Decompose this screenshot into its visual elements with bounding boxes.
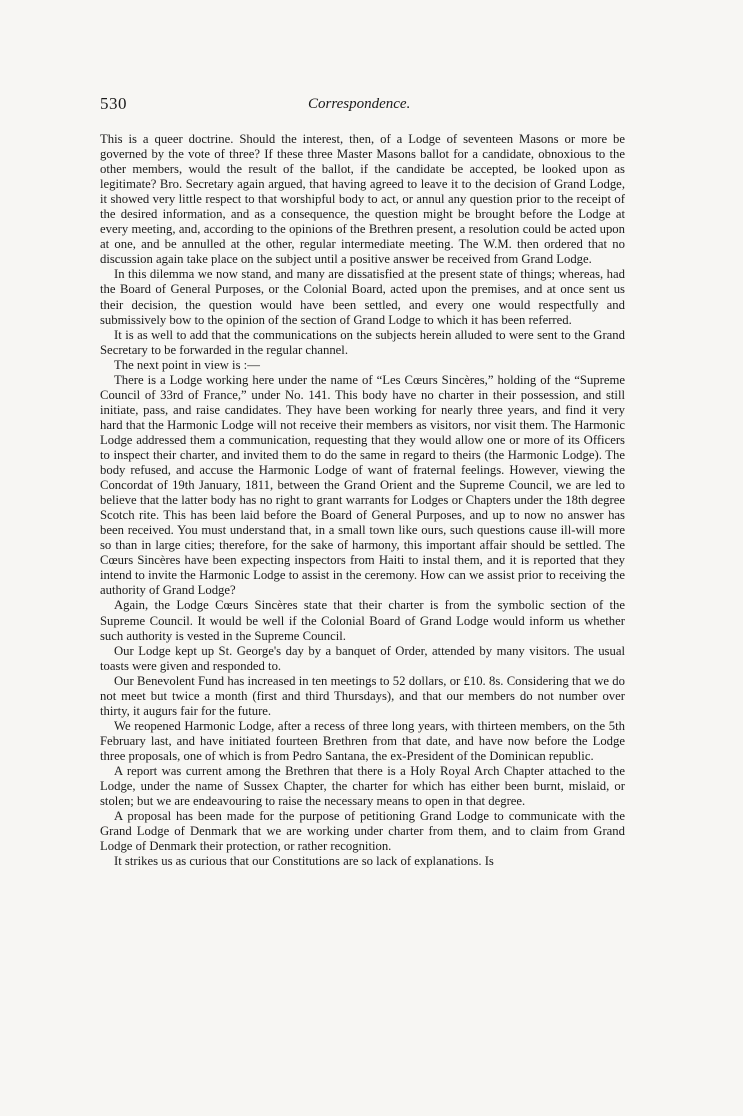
paragraph: It strikes us as curious that our Constitutions are so lack of explanations. Is (114, 854, 494, 869)
paragraph: A proposal has been made for the purpose of petitioning Grand Lodge to communicate with the Grand Lodge of Denmark that we are working under charter from them, and to claim from Grand Lodge of Denmark their protection, or rather recognition. (100, 809, 625, 854)
running-title: Correspondence. (308, 96, 411, 112)
paragraph: Our Benevolent Fund has increased in ten meetings to 52 dollars, or £10. 8s. Considering that we do not meet but twice a month (first and third Thursdays), and that our members do not number over thirty, it augurs fair for the future. (100, 673, 625, 718)
page-header (100, 94, 625, 124)
page-number: 530 (100, 94, 127, 113)
paragraph: We reopened Harmonic Lodge, after a recess of three long years, with thirteen members, on the 5th February last, and have initiated fourteen Brethren from that date, and have now before the Lodge three proposals, one of which is from Pedro Santana, the ex-President of the Dominican republic. (100, 718, 625, 763)
paragraph: Our Lodge kept up St. George's day by a banquet of Order, attended by many visitors. The usual toasts were given and responded to. (100, 643, 625, 673)
paragraph: Again, the Lodge Cœurs Sincères state that their charter is from the symbolic section of the Supreme Council. It would be well if the Colonial Board of Grand Lodge would inform us whether such authority is vested in the Supreme Council. (100, 598, 625, 643)
paragraph: This is a queer doctrine. Should the interest, then, of a Lodge of seventeen Masons or more be governed by the vote of three? If these three Master Masons ballot for a candidate, obnoxious to the other members, would the result of the ballot, if the candidate be accepted, be looked upon as legitimate? Bro. Secretary again argued, that having agreed to leave it to the decision of Grand Lodge, it showed very little respect to that worshipful body to act, or annul any question prior to the receipt of the desired information, and as a consequence, the question might be brought before the Lodge at every meeting, and, according to the opinions of the Brethren present, a resolution could be acted upon at one, and be annulled at the other, regular intermediate meeting. The W.M. then ordered that no discussion again take place on the subject until a positive answer be received from Grand Lodge. (100, 132, 625, 267)
article-body (100, 132, 625, 869)
paragraph: It is as well to add that the communications on the subjects herein alluded to were sent to the Grand Secretary to be forwarded in the regular channel. (100, 327, 625, 357)
paragraph: A report was current among the Brethren that there is a Holy Royal Arch Chapter attached to the Lodge, under the name of Sussex Chapter, the charter for which has either been burnt, mislaid, or stolen; but we are endeavouring to raise the necessary means to open in that degree. (100, 763, 625, 809)
paragraph: In this dilemma we now stand, and many are dissatisfied at the present state of things; whereas, had the Board of General Purposes, or the Colonial Board, acted upon the premises, and at once sent us their decision, the question would have been settled, and every one would respectfully and submissively bow to the opinion of the section of Grand Lodge to which it has been referred. (100, 267, 625, 327)
paragraph: The next point in view is :— (114, 357, 260, 372)
paragraph: There is a Lodge working here under the name of “Les Cœurs Sincères,” holding of the “Supreme Council of 33rd of France,” under No. 141. This body have no charter in their possession, and still initiate, pass, and raise candidates. They have been working for nearly three years, and find it very hard that the Harmonic Lodge will not receive their members as visitors, nor visit them. The Harmonic Lodge addressed them a communication, requesting that they would allow one or more of its Officers to inspect their charter, and invited them to do the same in regard to theirs (the Harmonic Lodge). The body refused, and accuse the Harmonic Lodge of want of fraternal feelings. However, viewing the Concordat of 19th January, 1811, between the Grand Orient and the Supreme Council, we are led to believe that the latter body has no right to grant warrants for Lodges or Chapters under the 18th degree Scotch rite. This has been laid before the Board of General Purposes, and up to now no answer has been received. You must understand that, in a small town like ours, such questions cause ill-will more so than in large cities; therefore, for the sake of harmony, this important affair should be settled. The Cœurs Sincères have been expecting inspectors from Haiti to instal them, and it is reported that they intend to invite the Harmonic Lodge to assist in the ceremony. How can we assist prior to receiving the authority of Grand Lodge? (100, 372, 625, 598)
